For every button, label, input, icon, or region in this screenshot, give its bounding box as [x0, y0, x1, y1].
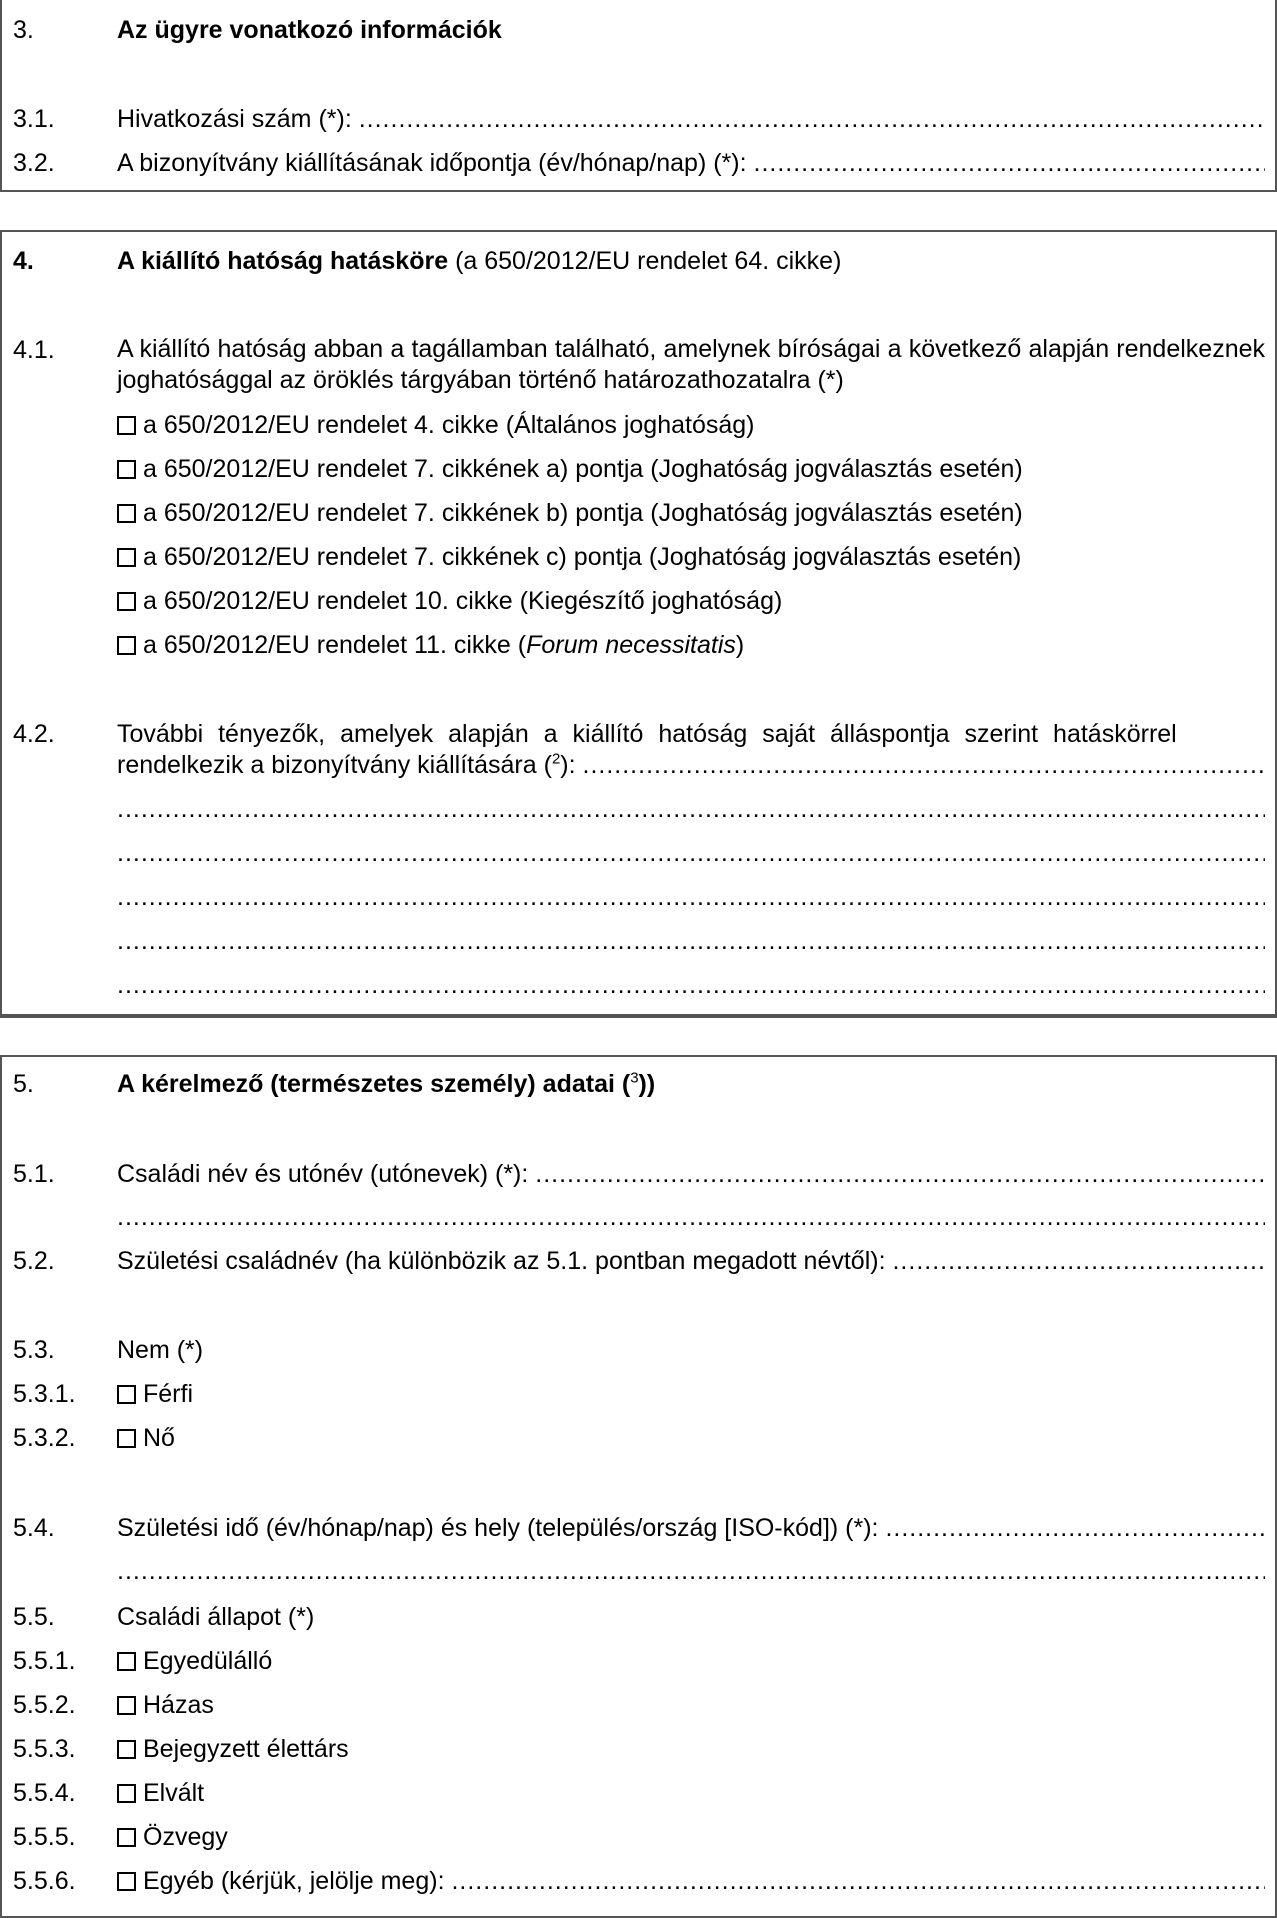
checkbox[interactable] — [117, 504, 136, 523]
footnote-ref: 2 — [551, 750, 561, 768]
checkbox[interactable] — [117, 460, 136, 479]
field-number: 5.5.3. — [13, 1735, 76, 1763]
divider — [0, 1014, 1277, 1016]
field-number: 4.1. — [13, 336, 55, 364]
sex-option — [0, 1421, 1277, 1455]
section-number: 3. — [13, 16, 34, 44]
option-label: Házas — [143, 1691, 214, 1719]
option-label: Férfi — [143, 1380, 193, 1408]
field-5-4 — [0, 1511, 1277, 1545]
other-status-field[interactable] — [451, 1864, 1265, 1898]
name-field[interactable] — [535, 1157, 1265, 1191]
checkbox[interactable] — [117, 1740, 136, 1759]
checkbox[interactable] — [117, 1696, 136, 1715]
jurisdiction-text — [117, 334, 1265, 396]
section-4-heading — [0, 244, 1277, 278]
option-label: Özvegy — [143, 1823, 228, 1851]
checkbox[interactable] — [117, 1828, 136, 1847]
dotted-line — [0, 924, 1277, 958]
section-number: 5. — [13, 1070, 34, 1098]
field-number: 5.3.1. — [13, 1380, 76, 1408]
marital-option — [0, 1776, 1277, 1810]
marital-option — [0, 1820, 1277, 1854]
checkbox[interactable] — [117, 1652, 136, 1671]
section-title: Az ügyre vonatkozó információk — [117, 16, 502, 44]
name-label: Családi név és utónév (utónevek) (*): — [117, 1160, 536, 1188]
footnote-ref: 3 — [630, 1069, 639, 1087]
section-5-heading — [0, 1067, 1277, 1101]
section-number: 4. — [13, 247, 34, 275]
field-4-2 — [0, 717, 1277, 751]
field-number: 3.1. — [13, 105, 55, 133]
birth-date-place-field[interactable] — [885, 1511, 1265, 1545]
section-title: A kérelmező (természetes személy) adatai ( — [117, 1070, 631, 1098]
field-number: 5.3. — [13, 1336, 55, 1364]
option-label: a 650/2012/EU rendelet 10. cikke (Kiegészítő joghatóság) — [143, 587, 783, 615]
field-5-2 — [0, 1244, 1277, 1278]
other-factors-field[interactable] — [117, 836, 1265, 870]
checkbox[interactable] — [117, 1872, 136, 1891]
checkbox[interactable] — [117, 416, 136, 435]
sex-label: Nem (*) — [117, 1336, 204, 1364]
birth-date-place-field[interactable] — [117, 1554, 1265, 1588]
other-factors-field[interactable] — [117, 792, 1265, 826]
jurisdiction-option — [0, 628, 1277, 662]
field-4-2-line2 — [0, 748, 1277, 782]
option-label: Nő — [143, 1424, 175, 1452]
option-label: a 650/2012/EU rendelet 7. cikkének a) pontja (Joghatóság jogválasztás esetén) — [143, 455, 1023, 483]
option-label-end: ) — [735, 631, 745, 659]
jurisdiction-option — [0, 452, 1277, 486]
other-factors-field[interactable] — [117, 880, 1265, 914]
section-3-heading — [0, 13, 1277, 47]
birth-name-field[interactable] — [892, 1244, 1265, 1278]
option-label: a 650/2012/EU rendelet 11. cikke ( — [143, 631, 527, 659]
marital-option — [0, 1688, 1277, 1722]
divider — [0, 190, 1277, 192]
jurisdiction-option — [0, 408, 1277, 442]
dotted-line — [0, 1200, 1277, 1234]
name-field[interactable] — [117, 1200, 1265, 1234]
dotted-line — [0, 792, 1277, 826]
option-label-italic: Forum necessitatis — [526, 631, 736, 659]
field-number: 4.2. — [13, 720, 55, 748]
field-number: 5.2. — [13, 1247, 55, 1275]
option-label: Egyedülálló — [143, 1647, 273, 1675]
issue-date-field[interactable] — [754, 146, 1266, 180]
marital-option — [0, 1864, 1277, 1898]
section-title-note: (a 650/2012/EU rendelet 64. cikke) — [448, 247, 842, 275]
sex-option — [0, 1377, 1277, 1411]
section-title-end: )) — [638, 1070, 656, 1098]
field-number: 5.3.2. — [13, 1424, 76, 1452]
other-factors-field[interactable] — [117, 968, 1265, 1002]
checkbox[interactable] — [117, 1385, 136, 1404]
marital-option — [0, 1732, 1277, 1766]
field-number: 5.5. — [13, 1603, 55, 1631]
jurisdiction-option — [0, 496, 1277, 530]
checkbox[interactable] — [117, 1429, 136, 1448]
option-label: Elvált — [143, 1779, 205, 1807]
marital-option — [0, 1644, 1277, 1678]
other-factors-field[interactable] — [583, 748, 1266, 782]
field-number: 5.5.2. — [13, 1691, 76, 1719]
checkbox[interactable] — [117, 636, 136, 655]
field-3-1 — [0, 102, 1277, 136]
other-factors-label: rendelkezik a bizonyítvány kiállítására ( — [117, 751, 552, 779]
field-5-5 — [0, 1600, 1277, 1634]
field-number: 5.5.1. — [13, 1647, 76, 1675]
section-title: A kiállító hatóság hatásköre — [117, 247, 449, 275]
checkbox[interactable] — [117, 592, 136, 611]
field-number: 5.5.5. — [13, 1823, 76, 1851]
birth-date-place-label: Születési idő (év/hónap/nap) és hely (település/ország [ISO-kód]) (*): — [117, 1514, 886, 1542]
reference-number-field[interactable] — [359, 102, 1265, 136]
dotted-line — [0, 968, 1277, 1002]
jurisdiction-option — [0, 584, 1277, 618]
field-number: 5.4. — [13, 1514, 55, 1542]
checkbox[interactable] — [117, 1784, 136, 1803]
dotted-line — [0, 836, 1277, 870]
other-factors-label: További tényezők, amelyek alapján a kiállító hatóság saját álláspontja szerint hatáskörrel — [117, 720, 1177, 748]
field-5-1 — [0, 1157, 1277, 1191]
dotted-line — [0, 880, 1277, 914]
other-factors-field[interactable] — [117, 924, 1265, 958]
option-label: a 650/2012/EU rendelet 7. cikkének b) pontja (Joghatóság jogválasztás esetén) — [143, 499, 1023, 527]
option-label: Egyéb (kérjük, jelölje meg): — [143, 1867, 452, 1895]
birth-name-label: Születési családnév (ha különbözik az 5.1. pontban megadott névtől): — [117, 1247, 893, 1275]
reference-number-label: Hivatkozási szám (*): — [117, 105, 359, 133]
field-3-2 — [0, 146, 1277, 180]
dotted-line — [0, 1554, 1277, 1588]
field-5-3 — [0, 1333, 1277, 1367]
option-label: Bejegyzett élettárs — [143, 1735, 349, 1763]
field-number: 5.1. — [13, 1160, 55, 1188]
jurisdiction-description: A kiállító hatóság abban a tagállamban található, amelynek bíróságai a következő alapján rendelkeznek joghatósággal az öröklés tárgyában történő határozathozatalra (*) — [117, 335, 1265, 394]
marital-status-label: Családi állapot (*) — [117, 1603, 315, 1631]
option-label: a 650/2012/EU rendelet 7. cikkének c) pontja (Joghatóság jogválasztás esetén) — [143, 543, 1022, 571]
field-number: 5.5.4. — [13, 1779, 76, 1807]
jurisdiction-option — [0, 540, 1277, 574]
checkbox[interactable] — [117, 548, 136, 567]
field-number: 3.2. — [13, 149, 55, 177]
field-number: 5.5.6. — [13, 1867, 76, 1895]
issue-date-label: A bizonyítvány kiállításának időpontja (év/hónap/nap) (*): — [117, 149, 754, 177]
option-label: a 650/2012/EU rendelet 4. cikke (Általános joghatóság) — [143, 411, 755, 439]
other-factors-label-end: ): — [560, 751, 583, 779]
